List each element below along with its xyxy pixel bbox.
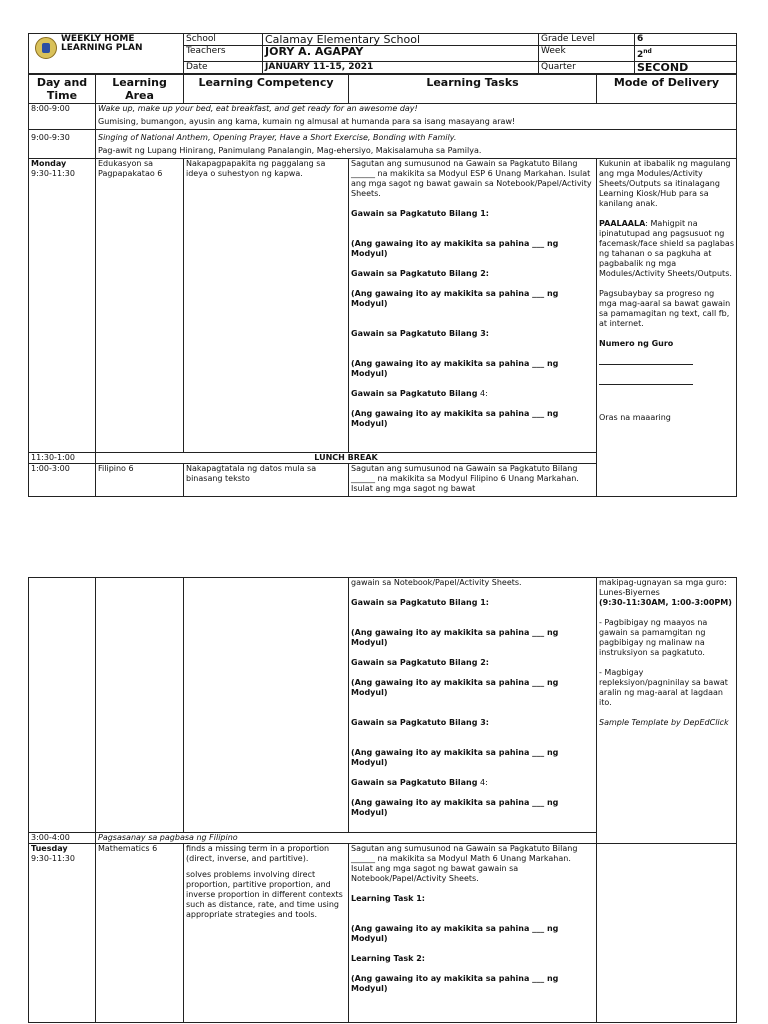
tuesday-area: Mathematics 6 — [96, 844, 184, 1023]
monday-task-3-title: Gawain sa Pagkatuto Bilang 3: — [351, 329, 489, 338]
tuesday-competency-1: finds a missing term in a proportion (direct, inverse, and partitive). — [186, 844, 330, 863]
delivery-bullet-2: - Magbigay repleksiyon/pagninilay sa bawat aralin ng mag-aaral at lagdaan ito. — [599, 668, 728, 707]
teachers-value: JORY A. AGAPAY — [263, 46, 539, 62]
filipino-task-3-title: Gawain sa Pagkatuto Bilang 3: — [351, 718, 489, 727]
monday-row — [29, 159, 737, 453]
monday-competency: Nakapagpapakita ng paggalang sa ideya o suhestyon ng kapwa. — [184, 159, 349, 453]
column-header-row — [29, 75, 737, 104]
tuesday-competency — [184, 844, 349, 1023]
routine-row-2b — [29, 143, 737, 159]
plan-title: WEEKLY HOME LEARNING PLAN — [61, 34, 143, 53]
tuesday-intro: Sagutan ang sumusunod na Gawain sa Pagkatuto Bilang ______ na makikita sa Modyul Math 6 Unang Markahan. Isulat ang mga sagot ng bawat gawain sa Notebook/Papel/Activity Sheets. — [351, 844, 578, 883]
tuesday-task-1-title: Learning Task 1: — [351, 894, 425, 903]
routine-2-line2: Pag-awit ng Lupang Hinirang, Panimulang Panalangin, Mag-ehersiyo, Makisalamuha sa Pamilya. — [96, 143, 737, 159]
monday-time: 9:30-11:30 — [31, 169, 75, 178]
monday-day: Monday — [31, 159, 67, 168]
filipino-task-3-note: (Ang gawaing ito ay makikita sa pahina ___ ng Modyul) — [351, 748, 559, 767]
logo-cell — [29, 34, 184, 74]
monday-area: Edukasyon sa Pagpapakatao 6 — [96, 159, 184, 453]
tuesday-task-1-note: (Ang gawaing ito ay makikita sa pahina ___ ng Modyul) — [351, 924, 559, 943]
week-value: 2nd — [635, 46, 737, 62]
routine-1-line2: Gumising, bumangon, ayusin ang kama, kumain ng almusal at humanda para sa isang masayang araw! — [96, 114, 737, 130]
monday-task-3-note: (Ang gawaing ito ay makikita sa pahina ___ ng Modyul) — [351, 359, 559, 378]
monday-task-4-note: (Ang gawaing ito ay makikita sa pahina ___ ng Modyul) — [351, 409, 559, 428]
filipino-intro-part1: Sagutan ang sumusunod na Gawain sa Pagkatuto Bilang ______ na makikita sa Modyul Filipino 6 Unang Markahan. Isulat ang mga sagot ng bawat — [349, 464, 597, 497]
filipino-task-1-title: Gawain sa Pagkatuto Bilang 1: — [351, 598, 489, 607]
routine-2-time: 9:00-9:30 — [29, 130, 96, 144]
filipino-task-2-title: Gawain sa Pagkatuto Bilang 2: — [351, 658, 489, 667]
monday-intro: Sagutan ang sumusunod na Gawain sa Pagkatuto Bilang ______ na makikita sa Modyul ESP 6 Unang Markahan. Isulat ang mga sagot ng bawat gawain sa Notebook/Papel/Activity Sheets. — [351, 159, 592, 198]
col-tasks: Learning Tasks — [349, 75, 597, 104]
teachers-label: Teachers — [184, 46, 263, 62]
phone-blank-line-2 — [599, 375, 693, 385]
monday-task-2-note: (Ang gawaing ito ay makikita sa pahina ___ ng Modyul) — [351, 289, 559, 308]
filipino-task-2-note: (Ang gawaing ito ay makikita sa pahina ___ ng Modyul) — [351, 678, 559, 697]
routine-1-line1: Wake up, make up your bed, eat breakfast, and get ready for an awesome day! — [96, 104, 737, 115]
routine-row-1b — [29, 114, 737, 130]
col-day-time: Day and Time — [29, 75, 96, 104]
filipino-competency: Nakapagtatala ng datos mula sa binasang teksto — [184, 464, 349, 497]
routine-row-2 — [29, 130, 737, 144]
monday-task-1-title: Gawain sa Pagkatuto Bilang 1: — [351, 209, 489, 218]
monday-task-4-title: Gawain sa Pagkatuto Bilang 4: — [351, 389, 488, 398]
col-delivery: Mode of Delivery — [597, 75, 737, 104]
delivery-oras: Oras na maaaring — [599, 413, 671, 422]
delivery-p1: Kukunin at ibabalik ng magulang ang mga Modules/Activity Sheets/Outputs sa itinalagang Learning Kiosk/Hub para sa kanilang anak. — [599, 159, 731, 208]
filipino-tasks — [349, 578, 597, 833]
delivery-paalaala: PAALAALA: Mahigpit na ipinatutupad ang pagsusuot ng facemask/face shield sa paglabas ng tahanan o sa pagkuha at pagbabalik ng mga Modules/Activity Sheets/Outputs. — [599, 219, 734, 278]
routine-2-line1: Singing of National Anthem, Opening Prayer, Have a Short Exercise, Bonding with Family. — [96, 130, 737, 144]
col-learning-area: Learning Area — [96, 75, 184, 104]
tuesday-row — [29, 844, 737, 1023]
tuesday-competency-2: solves problems involving direct proportion, partitive proportion, and inverse proportion in different contexts such as distance, rate, and time using appropriate strategies and tools. — [186, 870, 343, 919]
tuesday-task-2-note: (Ang gawaing ito ay makikita sa pahina ___ ng Modyul) — [351, 974, 559, 993]
routine-row-1 — [29, 104, 737, 115]
col-competency: Learning Competency — [184, 75, 349, 104]
quarter-label: Quarter — [539, 62, 635, 74]
filipino-time: 1:00-3:00 — [29, 464, 96, 497]
filipino-task-4-note: (Ang gawaing ito ay makikita sa pahina ___ ng Modyul) — [351, 798, 559, 817]
header-table — [28, 33, 737, 74]
monday-day-time — [29, 159, 96, 453]
monday-task-2-title: Gawain sa Pagkatuto Bilang 2: — [351, 269, 489, 278]
tuesday-task-2-title: Learning Task 2: — [351, 954, 425, 963]
page-1 — [28, 33, 736, 497]
plan-table — [28, 74, 737, 497]
grade-label: Grade Level — [539, 34, 635, 46]
lunch-time: 11:30-1:00 — [29, 453, 96, 464]
reading-time: 3:00-4:00 — [29, 833, 96, 844]
week-label: Week — [539, 46, 635, 62]
page-2 — [28, 577, 736, 1023]
reading-text: Pagsasanay sa pagbasa ng Filipino — [96, 833, 597, 844]
quarter-value: SECOND — [635, 62, 737, 74]
tuesday-day-time — [29, 844, 96, 1023]
plan-table-continued — [28, 577, 737, 1023]
school-value: Calamay Elementary School — [263, 34, 539, 46]
filipino-task-4-title: Gawain sa Pagkatuto Bilang 4: — [351, 778, 488, 787]
tuesday-day: Tuesday — [31, 844, 68, 853]
delivery-p2: Pagsubaybay sa progreso ng mga mag-aaral sa bawat gawain sa pamamagitan ng text, call fb, at internet. — [599, 289, 731, 328]
lunch-label: LUNCH BREAK — [96, 453, 597, 464]
routine-1-time: 8:00-9:00 — [29, 104, 96, 115]
date-label: Date — [184, 62, 263, 74]
monday-task-1-note: (Ang gawaing ito ay makikita sa pahina ___ ng Modyul) — [351, 239, 559, 258]
delivery-oras-cont: makipag-ugnayan sa mga guro: Lunes-Biyernes — [599, 578, 727, 597]
delivery-sample: Sample Template by DepEdClick — [599, 718, 729, 727]
filipino-continued-row — [29, 578, 737, 833]
delivery-cell-page2 — [597, 578, 737, 844]
delivery-cell-page1 — [597, 159, 737, 497]
filipino-intro-part2: gawain sa Notebook/Papel/Activity Sheets. — [351, 578, 522, 587]
grade-value: 6 — [635, 34, 737, 46]
delivery-bullet-1: - Pagbibigay ng maayos na gawain sa pamamgitan ng pagbibigay ng malinaw na instruksiyon sa pagkatuto. — [599, 618, 708, 657]
phone-blank-line-1 — [599, 355, 693, 365]
tuesday-tasks — [349, 844, 597, 1023]
tuesday-time: 9:30-11:30 — [31, 854, 75, 863]
filipino-area: Filipino 6 — [96, 464, 184, 497]
filipino-task-1-note: (Ang gawaing ito ay makikita sa pahina ___ ng Modyul) — [351, 628, 559, 647]
monday-tasks — [349, 159, 597, 453]
delivery-oras-hours: (9:30-11:30AM, 1:00-3:00PM) — [599, 598, 732, 607]
deped-seal-icon — [35, 37, 57, 59]
school-label: School — [184, 34, 263, 46]
delivery-numero: Numero ng Guro — [599, 339, 674, 348]
date-value: JANUARY 11-15, 2021 — [263, 62, 539, 74]
